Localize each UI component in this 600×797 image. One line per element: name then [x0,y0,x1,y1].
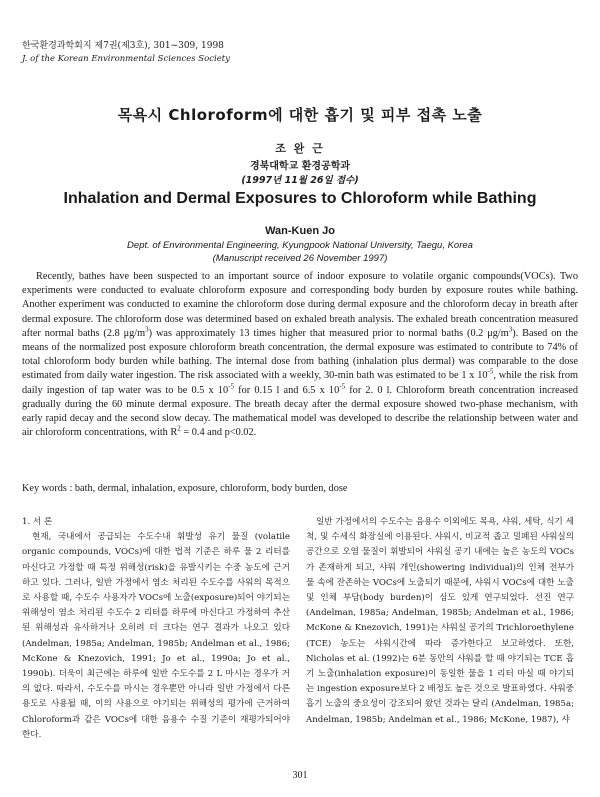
english-author: Wan-Kuen Jo [265,225,335,237]
abstract-sup: -5 [228,382,234,391]
abstract [22,270,578,440]
abstract-text: , while the risk from daily ingestion of tap water was to be 0.5 x 10 [22,370,579,396]
korean-title: 목욕시 Chloroform에 대한 흡기 및 피부 접촉 노출 [117,106,483,124]
journal-citation-korean: 한국환경과학회지 제7권(제3호), 301~309, 1998 [22,41,224,51]
abstract-text: ) was approximately 13 times higher that measured prior to normal baths (0.2 μg/m [148,327,509,339]
journal-citation-english: J. of the Korean Environmental Sciences Society [22,54,230,64]
body-paragraph: 일반 가정에서의 수도수는 음용수 이외에도 목욕, 샤워, 세탁, 식기 세척, 및 수세식 화장실에 이용된다. 샤워시, 비교적 좁고 밀폐된 샤워실의 공간으로 오염 물질이 휘발되어 샤워실 공기 내에는 높은 농도의 VOCs가 존재하게 되고, 샤워 개인(showering individual)의 인체 전부가 물 속에 잔존하는 VOCs에 노출되기 때문에, 샤워시 VOCs에 대한 노출 및 인체 부담(body burden)이 심도 있게 연구되었다. 선진 연구(Andelman, 1985a; Andelman, 1985b; Andelman et al., 1986; McKone & Knezovich, 1991)는 샤워실 공기의 Trichloroethylene (TCE) 농도는 샤워시간에 따라 증가한다고 보고하였다. 또한, Nicholas et al. (1992)는 6분 동안의 샤워를 할 때 야기되는 TCE 흡기 노출(inhalation exposure)이 동일한 물을 1 리터 마실 때 야기되는 ingestion exposure보다 2 배정도 높은 것으로 발표하였다. 샤워중 흡기 노출의 중요성이 강조되어 왔던 것과는 달리 (Andelman, 1985a; Andelman, 1985b; Andelman et al., 1986; McKone, 1987), 샤 [306,517,574,725]
body-column-right [306,515,574,728]
english-received-date: (Manuscript received 26 November 1997) [212,253,388,264]
korean-author: 조 완 근 [275,142,325,155]
journal-citation [22,40,230,66]
english-affiliation: Dept. of Environmental Engineering, Kyungpook National University, Taegu, Korea [127,240,473,251]
english-title: Inhalation and Dermal Exposures to Chloroform while Bathing [63,190,537,207]
section-heading: 1. 서 론 [22,517,53,527]
page-number: 301 [292,770,308,781]
abstract-sup: 3 [145,325,149,334]
body-paragraph: 현재, 국내에서 공급되는 수도수내 휘발성 유기 물질 (volatile organic compounds, VOCs)에 대한 법적 기준은 하루 물 2 리터를 마신다고 가정할 때 특정 위해성(risk)을 유발시키는 수중 농도에 근거하고 있다. 그러나, 일반 가정에서 염소 처리된 수도수를 사워의 목적으로 사용할 때, 수도수 사용자가 VOCs에 노출(exposure)되어 야기되는 위해성이 염소 처리된 수도수 2 리터를 하루에 마신다고 가정하여 추산된 위해성과 유사하거나 오히려 더 크다는 연구 결과가 나오고 있다 (Andelman, 1985a; Andelman, 1985b; Andelman et al., 1986; McKone & Knezovich, 1991; Jo et al., 1990a; Jo et al., 1990b). 더욱이 최근에는 하루에 일반 수도수를 2 L 마시는 경우가 거의 없다. 따라서, 수도수를 마시는 경우뿐만 아니라 일반 가정에서 다른 용도로 사용될 때, 이의 사용으로 야기되는 위해성의 평가에 근거하여 Chloroform과 같은 VOCs에 대한 음용수 수질 기준이 재평가되어야 한다. [22,532,290,740]
abstract-sup: -5 [487,368,494,376]
abstract-text: for 2. 0 l. Chloroform breath concentration increased gradually during the 60 minute dermal exposure. The breath decay after the dermal exposure showed two-phase mechanism, with early rapid decay and the second slow decay. The mathematical model was developed to describe the relationship between water and air chloroform concentrations, with R [22,384,578,439]
abstract-sup: 3 [508,325,513,334]
abstract-text: = 0.4 and p<0.02. [180,427,257,439]
abstract-text: for 0.15 l and 6.5 x 10 [233,384,340,396]
abstract-sup: -5 [339,382,346,391]
korean-affiliation: 경북대학교 환경공학과 [249,161,351,172]
abstract-text: ). Based on the means of the normalized post exposure chloroform breath concentration, the dermal exposure was estimated to contribute to 74% of total chloroform body burden while bathing. The internal dose from bathing (inhalation plus dermal) was comparable to the dose estimated from daily water ingestion. The risk associated with a weekly, 30-min bath was estimated to be 1 x 10 [22,327,578,382]
abstract-text: Recently, bathes have been suspected to an important source of indoor exposure to volatile organic compounds(VOCs). Two experiments were conducted to evaluate chloroform exposure and corresponding body burden by exposure routes while bathing. Another experiment was conducted to examine the chloroform dose during dermal exposure and the chloroform decay in breath after dermal exposure. The chloroform dose was determined based on exhaled breath analysis. The exhaled breath concentration measured after normal baths (2.8 μg/m [22,271,578,339]
body-column-left [22,515,290,743]
korean-received-date: (1997년 11월 26일 접수) [241,175,359,186]
keywords: Key words : bath, dermal, inhalation, exposure, chloroform, body burden, dose [22,483,348,494]
abstract-sup: 2 [177,424,181,433]
